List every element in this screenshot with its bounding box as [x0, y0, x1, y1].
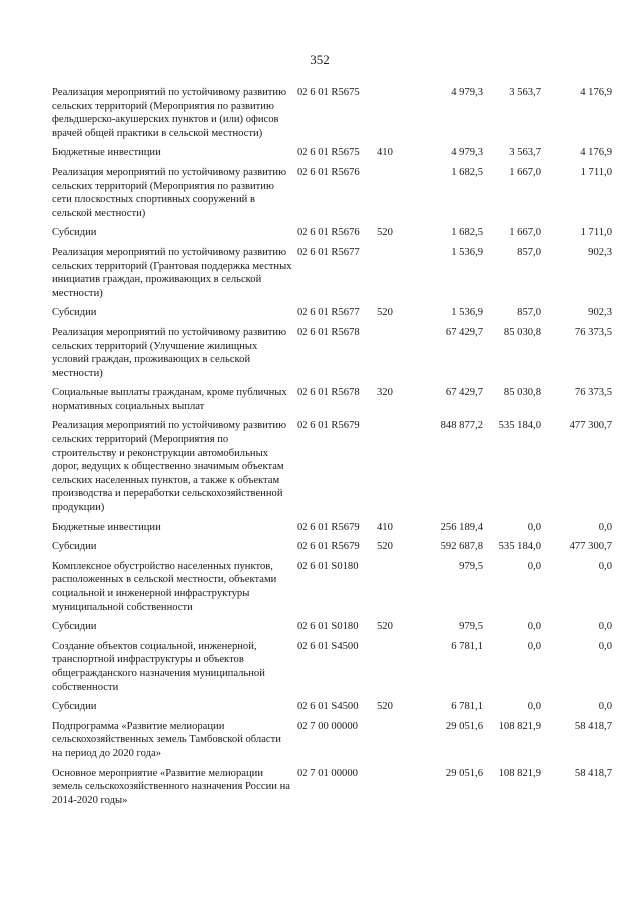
row-name: Бюджетные инвестиции: [52, 521, 161, 533]
row-value-3: 58 418,7: [574, 720, 612, 732]
row-name: Субсидии: [52, 541, 97, 553]
row-value-3: 477 300,7: [569, 541, 612, 553]
table-row: [52, 226, 612, 240]
row-value-1: 29 051,6: [445, 720, 483, 732]
row-expense-type: [375, 326, 405, 380]
row-code: 02 6 01 S4500: [297, 640, 359, 652]
table-row: [52, 700, 612, 714]
row-value-1: 6 781,1: [451, 701, 483, 713]
row-value-3: 0,0: [598, 560, 612, 572]
row-code: 02 6 01 R5679: [297, 521, 360, 533]
row-value-2: 3 563,7: [509, 87, 541, 98]
row-value-1: 67 429,7: [445, 387, 483, 399]
row-code: 02 6 01 R5676: [297, 227, 360, 239]
row-value-2: 535 184,0: [498, 420, 541, 432]
row-name: Субсидии: [52, 307, 97, 319]
row-value-2: 85 030,8: [503, 326, 541, 338]
table-row: [52, 419, 612, 514]
row-expense-type: 320: [377, 387, 393, 399]
row-value-1: 848 877,2: [440, 420, 483, 432]
row-name: Реализация мероприятий по устойчивому развитию сельских территорий (Мероприятия по развитию фельдшерско-акушерских пунктов и (или) офисов врачей общей практики в сельской местности): [52, 87, 287, 139]
row-value-2: 0,0: [527, 701, 541, 713]
row-value-2: 535 184,0: [498, 541, 541, 553]
row-value-1: 1 536,9: [451, 307, 483, 319]
row-name: Субсидии: [52, 227, 97, 239]
row-name: Субсидии: [52, 621, 97, 633]
row-value-2: 0,0: [527, 560, 541, 572]
table-row: [52, 767, 612, 808]
row-expense-type: 520: [377, 621, 393, 633]
row-code: 02 6 01 R5679: [297, 541, 360, 553]
row-value-2: 3 563,7: [509, 147, 541, 159]
row-value-3: 76 373,5: [574, 387, 612, 399]
table-row: [52, 640, 612, 694]
table-row: [52, 560, 612, 614]
row-value-1: 4 979,3: [451, 147, 483, 159]
row-code: 02 6 01 R5678: [297, 326, 360, 338]
row-value-2: 108 821,9: [498, 720, 541, 732]
row-value-2: 108 821,9: [498, 767, 541, 779]
row-value-2: 857,0: [517, 307, 541, 319]
row-value-3: 1 711,0: [580, 166, 612, 178]
row-value-3: 0,0: [598, 621, 612, 633]
row-expense-type: 520: [377, 307, 393, 319]
row-expense-type: [375, 767, 405, 808]
row-value-2: 85 030,8: [503, 387, 541, 399]
table-row: [52, 306, 612, 320]
row-value-3: 477 300,7: [569, 420, 612, 432]
table-row: [52, 620, 612, 634]
row-value-3: 0,0: [598, 640, 612, 652]
table-row: [52, 521, 612, 535]
row-value-1: 979,5: [459, 621, 483, 633]
row-name: Реализация мероприятий по устойчивому развитию сельских территорий (Грантовая поддержка местных инициатив граждан, проживающих в сельской местности): [52, 246, 292, 299]
row-value-2: 1 667,0: [509, 227, 541, 239]
row-value-3: 902,3: [588, 246, 612, 258]
row-value-3: 1 711,0: [580, 227, 612, 239]
row-value-1: 979,5: [459, 560, 483, 572]
table-row: [52, 326, 612, 380]
row-value-3: 902,3: [588, 307, 612, 319]
row-expense-type: [375, 640, 405, 694]
row-value-1: 4 979,3: [451, 87, 483, 98]
table-row: [52, 86, 612, 140]
table-row: [52, 146, 612, 160]
row-code: 02 6 01 R5679: [297, 420, 360, 432]
table-row: [52, 720, 612, 761]
row-value-1: 67 429,7: [445, 326, 483, 338]
row-name: Подпрограмма «Развитие мелиорации сельскохозяйственных земель Тамбовской области на период до 2020 года»: [52, 720, 281, 759]
table-row: [52, 166, 612, 220]
row-expense-type: 520: [377, 701, 393, 713]
row-value-2: 857,0: [517, 246, 541, 258]
row-expense-type: [375, 246, 405, 300]
row-code: 02 6 01 S4500: [297, 701, 359, 713]
row-code: 02 6 01 R5677: [297, 307, 360, 319]
row-name: Реализация мероприятий по устойчивому развитию сельских территорий (Мероприятия по развитию сети плоскостных спортивных сооружений в сельской местности): [52, 166, 287, 219]
row-name: Реализация мероприятий по устойчивому развитию сельских территорий (Улучшение жилищных условий граждан, проживающих в сельской местности): [52, 326, 287, 379]
row-name: Основное мероприятие «Развитие мелиорации земель сельскохозяйственного назначения России на 2014-2020 годы»: [52, 767, 290, 806]
budget-table: [52, 86, 612, 813]
row-value-2: 1 667,0: [509, 166, 541, 178]
row-value-1: 592 687,8: [440, 541, 483, 553]
row-name: Бюджетные инвестиции: [52, 147, 161, 159]
row-name: Субсидии: [52, 701, 97, 713]
row-name: Комплексное обустройство населенных пунктов, расположенных в сельской местности, объектами социальной и инженерной инфраструктуры муниципальной собственности: [52, 560, 277, 613]
row-code: 02 6 01 R5676: [297, 166, 360, 178]
row-value-3: 0,0: [598, 521, 612, 533]
row-expense-type: 520: [377, 541, 393, 553]
row-expense-type: [375, 166, 405, 220]
row-value-3: 0,0: [598, 701, 612, 713]
row-code: 02 6 01 S0180: [297, 560, 359, 572]
row-value-1: 6 781,1: [451, 640, 483, 652]
row-expense-type: 410: [377, 147, 393, 159]
row-value-3: 58 418,7: [574, 767, 612, 779]
row-value-2: 0,0: [527, 521, 541, 533]
row-value-1: 1 682,5: [451, 166, 483, 178]
table-row: [52, 540, 612, 554]
row-value-1: 29 051,6: [445, 767, 483, 779]
row-value-3: 4 176,9: [580, 87, 612, 98]
row-name: Реализация мероприятий по устойчивому развитию сельских территорий (Мероприятия по строительству и реконструкции автомобильных дорог, ведущих к общественно значимым объектам сельских населенных пунктов, а также к объектам производства и переработки сельскохозяйственной продукции): [52, 420, 287, 514]
row-expense-type: [375, 419, 405, 514]
table-row: [52, 386, 612, 413]
row-value-3: 76 373,5: [574, 326, 612, 338]
table-row: [52, 246, 612, 300]
row-code: 02 6 01 S0180: [297, 621, 359, 633]
row-code: 02 6 01 R5675: [297, 147, 360, 159]
row-expense-type: [375, 720, 405, 761]
row-code: 02 6 01 R5678: [297, 387, 360, 399]
row-name: Социальные выплаты гражданам, кроме публичных нормативных социальных выплат: [52, 387, 287, 412]
row-value-3: 4 176,9: [580, 147, 612, 159]
row-value-2: 0,0: [527, 640, 541, 652]
row-value-1: 1 682,5: [451, 227, 483, 239]
row-code: 02 7 01 00000: [297, 767, 358, 779]
row-expense-type: 410: [377, 521, 393, 533]
row-value-2: 0,0: [527, 621, 541, 633]
row-code: 02 7 00 00000: [297, 720, 358, 732]
row-code: 02 6 01 R5677: [297, 246, 360, 258]
row-code: 02 6 01 R5675: [297, 87, 360, 98]
page-number: 352: [310, 52, 330, 67]
row-expense-type: [375, 560, 405, 614]
row-expense-type: 520: [377, 227, 393, 239]
row-value-1: 1 536,9: [451, 246, 483, 258]
row-name: Создание объектов социальной, инженерной, транспортной инфраструктуры и объектов общегражданского назначения муниципальной собственности: [52, 640, 265, 693]
row-expense-type: [375, 86, 405, 140]
row-value-1: 256 189,4: [440, 521, 483, 533]
